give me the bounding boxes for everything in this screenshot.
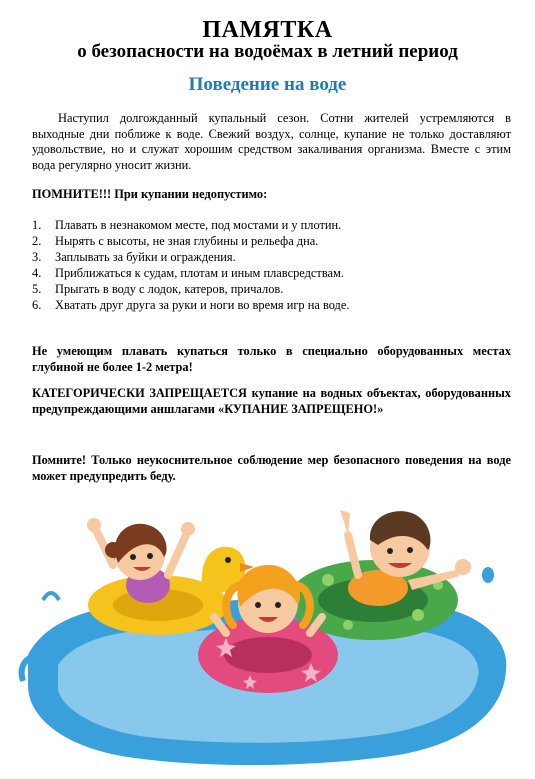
list-item-text: Хватать друг друга за руки и ноги во время игр на воде.	[55, 297, 350, 312]
list-item-number: 4.	[32, 265, 42, 280]
ban-warning: КАТЕГОРИЧЕСКИ ЗАПРЕЩАЕТСЯ купание на водных объектах, оборудованных предупреждающими аншлагами «КУПАНИЕ ЗАПРЕЩЕНО!»	[32, 386, 511, 416]
list-item	[32, 234, 349, 250]
list-item-text: Плавать в незнакомом месте, под мостами и у плотин.	[55, 218, 342, 232]
list-item	[32, 250, 349, 266]
list-item	[32, 298, 349, 314]
list-item-number: 5.	[32, 281, 42, 296]
list-item-number: 2.	[32, 233, 42, 248]
list-item	[32, 266, 349, 282]
intro-paragraph: Наступил долгожданный купальный сезон. Сотни жителей устремляются в выходные дни поближе к воде. Свежий воздух, солнце, купание не только доставляют удовольствие, но и служат хорошим средством закаливания организма. Вместе с этим вода регулярно уносит жизни.	[32, 111, 511, 172]
final-reminder: Помните! Только неукоснительное соблюдение мер безопасного поведения на воде может предупредить беду.	[32, 453, 511, 483]
list-item	[32, 282, 349, 298]
children-swimming-illustration	[18, 505, 518, 773]
list-item-number: 3.	[32, 249, 42, 264]
list-item-number: 6.	[32, 297, 42, 312]
list-item-number: 1.	[32, 218, 42, 232]
list-item-text: Заплывать за буйки и ограждения.	[55, 249, 236, 264]
section-heading: Поведение на воде	[188, 74, 347, 95]
remember-heading: ПОМНИТЕ!!! При купании недопустимо:	[32, 187, 268, 201]
page-subtitle: о безопасности на водоёмах в летний период	[77, 41, 458, 62]
list-item-text: Нырять с высоты, не зная глубины и рельефа дна.	[55, 233, 319, 248]
rules-list	[32, 218, 349, 313]
non-swimmers-warning: Не умеющим плавать купаться только в специально оборудованных местах глубиной не более 1-2 метра!	[32, 344, 511, 374]
page-title: ПАМЯТКА	[202, 17, 333, 43]
list-item	[32, 218, 349, 234]
list-item-text: Приближаться к судам, плотам и иным плавсредствам.	[55, 265, 344, 280]
list-item-text: Прыгать в воду с лодок, катеров, причалов.	[55, 281, 284, 296]
